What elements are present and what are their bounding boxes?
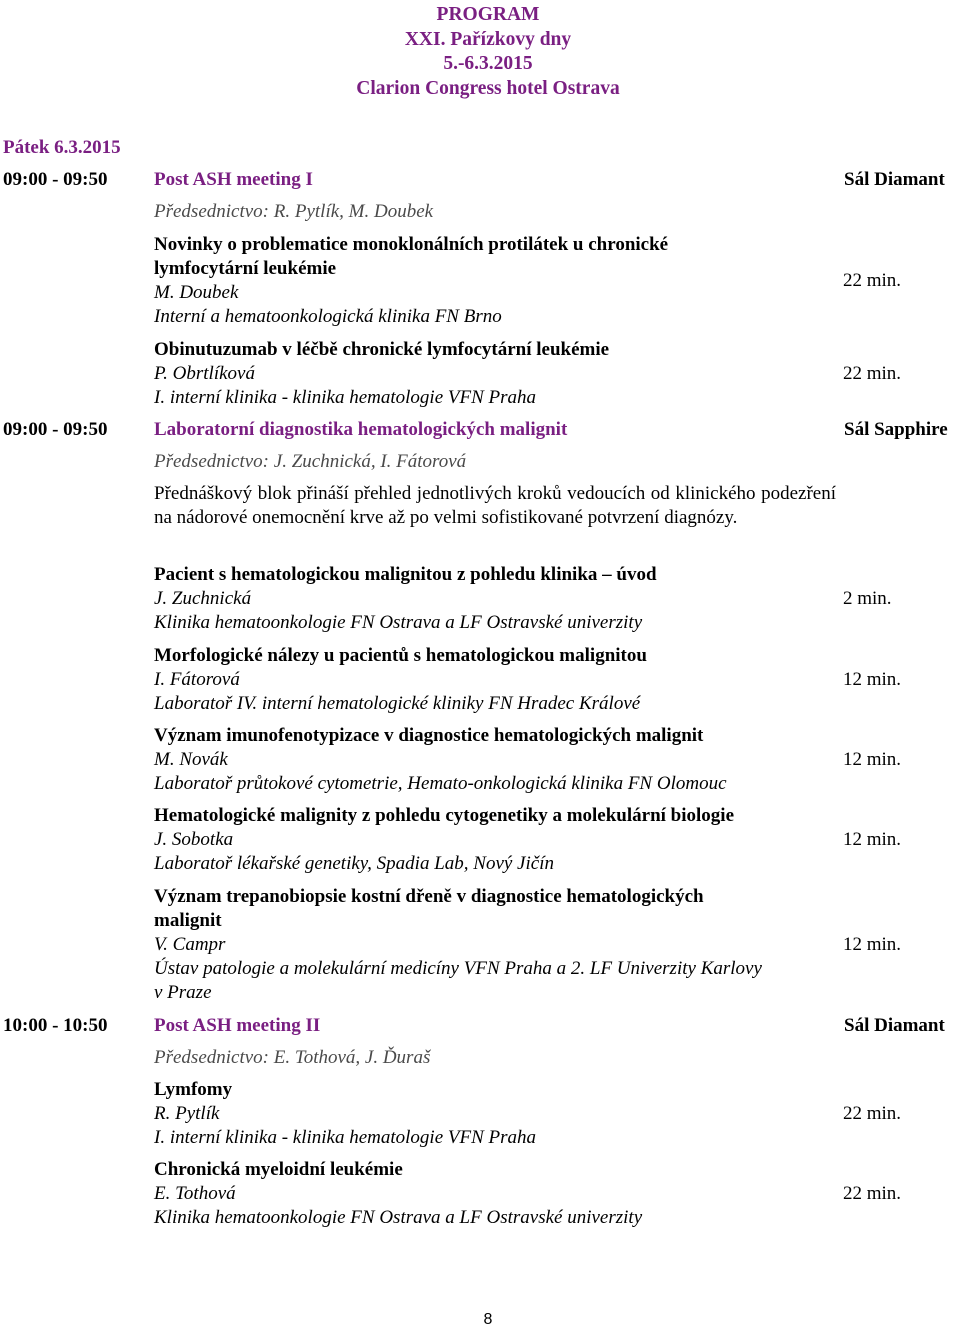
talk-title: malignit: [154, 910, 222, 931]
talk-institution: Laboratoř průtokové cytometrie, Hemato-onkologická klinika FN Olomouc: [154, 773, 727, 794]
day-heading: Pátek 6.3.2015: [3, 137, 121, 158]
page-number: 8: [483, 1311, 493, 1328]
talk-institution: I. interní klinika - klinika hematologie VFN Praha: [154, 387, 537, 408]
session-chairs: Předsednictvo: J. Zuchnická, I. Fátorová: [154, 451, 467, 472]
talk-title: Pacient s hematologickou malignitou z pohledu klinika – úvod: [154, 564, 657, 585]
talk-title: Lymfomy: [154, 1079, 233, 1100]
talk-institution: v Praze: [154, 982, 212, 1003]
header-line-program: PROGRAM: [436, 4, 540, 25]
talk-author: R. Pytlík: [154, 1103, 220, 1124]
session-hall: Sál Diamant: [844, 1015, 945, 1036]
talk-title: Význam imunofenotypizace v diagnostice hematologických malignit: [154, 725, 704, 746]
talk-institution: Klinika hematoonkologie FN Ostrava a LF Ostravské univerzity: [154, 1207, 643, 1228]
talk-author: M. Novák: [154, 749, 228, 770]
talk-title: Obinutuzumab v léčbě chronické lymfocytární leukémie: [154, 339, 610, 360]
talk-title: Morfologické nálezy u pacientů s hematologickou malignitou: [154, 645, 647, 666]
session-chairs: Předsednictvo: E. Tothová, J. Ďuraš: [154, 1047, 431, 1068]
talk-duration: 22 min.: [843, 270, 902, 291]
session-title: Laboratorní diagnostika hematologických malignit: [154, 419, 568, 440]
talk-author: I. Fátorová: [154, 669, 240, 690]
talk-author: E. Tothová: [154, 1183, 236, 1204]
talk-duration: 2 min.: [843, 588, 892, 609]
talk-author: P. Obrtlíková: [154, 363, 255, 384]
session-time: 09:00 - 09:50: [3, 419, 108, 440]
session-title: Post ASH meeting I: [154, 169, 313, 190]
talk-institution: I. interní klinika - klinika hematologie VFN Praha: [154, 1127, 537, 1148]
talk-duration: 22 min.: [843, 363, 902, 384]
talk-title: Chronická myeloidní leukémie: [154, 1159, 403, 1180]
session-time: 10:00 - 10:50: [3, 1015, 108, 1036]
talk-institution: Interní a hematoonkologická klinika FN Brno: [154, 306, 502, 327]
talk-author: J. Sobotka: [154, 829, 234, 850]
session-time: 09:00 - 09:50: [3, 169, 108, 190]
program-header: [0, 3, 960, 101]
talk-institution: Laboratoř lékařské genetiky, Spadia Lab, Nový Jičín: [154, 853, 554, 874]
session-hall: Sál Sapphire: [844, 419, 948, 440]
header-line-event: XXI. Pařízkovy dny: [404, 28, 572, 50]
talk-duration: 12 min.: [843, 749, 902, 770]
talk-institution: Laboratoř IV. interní hematologické kliniky FN Hradec Králové: [154, 693, 641, 714]
session-chairs: Předsednictvo: R. Pytlík, M. Doubek: [154, 201, 434, 222]
session-title: Post ASH meeting II: [154, 1015, 321, 1036]
session-hall: Sál Diamant: [844, 169, 945, 190]
session-description: Přednáškový blok přináší přehled jednotlivých kroků vedoucích od klinického podezření na nádorové onemocnění krve až po velmi sofistikované potvrzení diagnózy.: [154, 483, 836, 528]
talk-duration: 12 min.: [843, 829, 902, 850]
header-line-dates: 5.-6.3.2015: [443, 53, 533, 74]
talk-duration: 12 min.: [843, 669, 902, 690]
talk-author: V. Campr: [154, 934, 226, 955]
talk-duration: 22 min.: [843, 1183, 902, 1204]
talk-duration: 22 min.: [843, 1103, 902, 1124]
talk-duration: 12 min.: [843, 934, 902, 955]
talk-author: M. Doubek: [154, 282, 239, 303]
talk-title: Hematologické malignity z pohledu cytogenetiky a molekulární biologie: [154, 805, 735, 826]
talk-institution: Klinika hematoonkologie FN Ostrava a LF Ostravské univerzity: [154, 612, 643, 633]
talk-title: Význam trepanobiopsie kostní dřeně v diagnostice hematologických: [154, 886, 704, 907]
talk-author: J. Zuchnická: [154, 588, 252, 609]
talk-institution: Ústav patologie a molekulární medicíny VFN Praha a 2. LF Univerzity Karlovy: [154, 958, 762, 979]
talk-title: lymfocytární leukémie: [154, 258, 337, 279]
talk-title: Novinky o problematice monoklonálních protilátek u chronické: [154, 234, 669, 255]
header-line-venue: Clarion Congress hotel Ostrava: [356, 77, 620, 99]
